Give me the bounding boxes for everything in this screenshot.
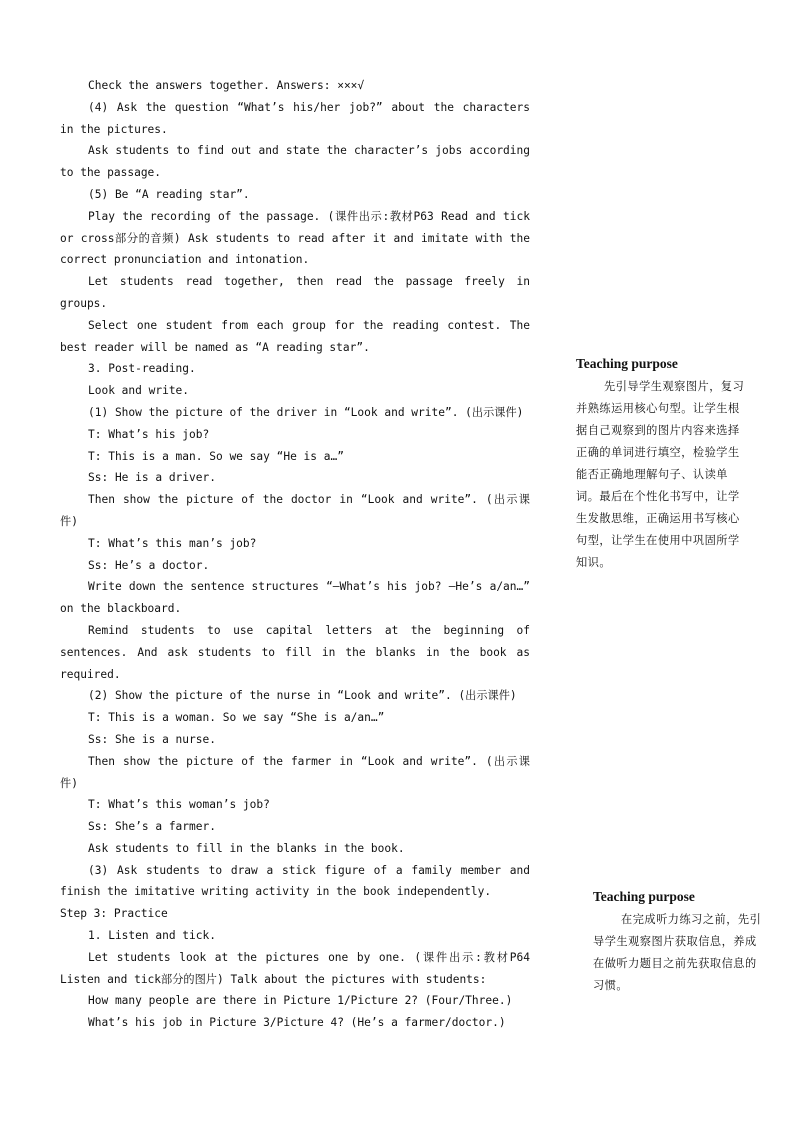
step-5-heading: (5) Be “A reading star”. xyxy=(88,187,250,201)
nurse-picture-instruction: (2) Show the picture of the nurse in “Look and write”. (出示课件) xyxy=(88,689,517,703)
dialogue-line: Ss: She’s a farmer. xyxy=(88,820,216,834)
question-line: What’s his job in Picture 3/Picture 4? (He’s a farmer/doctor.) xyxy=(88,1016,506,1030)
sentence-structure-instruction: Write down the sentence structures “—What’s his job? —He’s a/an…” on the blackboard. xyxy=(60,580,530,616)
fill-blanks-instruction: Ask students to fill in the blanks in the book. xyxy=(88,841,405,855)
capital-letters-reminder: Remind students to use capital letters at the beginning of sentences. And ask students to fill in the blanks in the book as required. xyxy=(60,623,530,681)
dialogue-line: Ss: He’s a doctor. xyxy=(88,558,210,572)
dialogue-line: T: This is a woman. So we say “She is a/an…” xyxy=(88,711,385,725)
answer-check-line: Check the answers together. Answers: ×××√ xyxy=(88,79,365,92)
dialogue-line: T: What’s his job? xyxy=(88,427,210,441)
find-jobs-instruction: Ask students to find out and state the character’s jobs according to the passage. xyxy=(60,144,530,180)
reading-contest-instruction: Select one student from each group for the reading contest. The best reader will be named as “A reading star”. xyxy=(60,318,530,354)
play-recording-instruction: Play the recording of the passage. (课件出示:教材P63 Read and tick or cross部分的音频) Ask students to read after it and imitate with the correct pronunciation and intonation. xyxy=(60,209,530,267)
driver-picture-instruction: (1) Show the picture of the driver in “Look and write”. (出示课件) xyxy=(88,405,524,419)
teaching-purpose-note-1 xyxy=(576,356,746,574)
teaching-purpose-heading: Teaching purpose xyxy=(576,356,678,371)
stick-figure-instruction: (3) Ask students to draw a stick figure of a family member and finish the imitative writing activity in the book independently. xyxy=(60,863,530,899)
look-and-write-heading: Look and write. xyxy=(88,384,190,398)
step-3-heading: Step 3: Practice xyxy=(60,907,168,921)
post-reading-heading: 3. Post-reading. xyxy=(88,362,196,376)
farmer-picture-instruction: Then show the picture of the farmer in “Look and write”. (出示课件) xyxy=(60,754,530,790)
dialogue-line: T: What’s this man’s job? xyxy=(88,536,257,550)
question-line: How many people are there in Picture 1/Picture 2? (Four/Three.) xyxy=(88,994,513,1008)
teaching-purpose-text: 先引导学生观察图片，复习并熟练运用核心句型。让学生根据自己观察到的图片内容来选择正确的单词进行填空，检验学生能否正确地理解句子、认读单词。最后在个性化书写中，让学生发散思维，正确运用书写核心句型，让学生在使用中巩固所学知识。 xyxy=(576,380,745,569)
dialogue-line: Ss: She is a nurse. xyxy=(88,732,216,746)
dialogue-line: T: This is a man. So we say “He is a…” xyxy=(88,449,344,463)
dialogue-line: Ss: He is a driver. xyxy=(88,471,216,485)
teaching-purpose-note-2 xyxy=(593,889,763,997)
look-at-pictures-instruction: Let students look at the pictures one by one. (课件出示:教材P64 Listen and tick部分的图片) Talk about the pictures with students: xyxy=(60,950,530,986)
listen-and-tick-heading: 1. Listen and tick. xyxy=(88,929,216,943)
dialogue-line: T: What’s this woman’s job? xyxy=(88,798,270,812)
lesson-plan-body xyxy=(60,75,530,1034)
doctor-picture-instruction: Then show the picture of the doctor in “Look and write”. (出示课件) xyxy=(60,493,530,528)
teaching-purpose-text: 在完成听力练习之前，先引导学生观察图片获取信息，养成在做听力题目之前先获取信息的习惯。 xyxy=(593,913,762,992)
group-reading-instruction: Let students read together, then read the passage freely in groups. xyxy=(60,275,530,310)
teaching-purpose-heading: Teaching purpose xyxy=(593,889,695,904)
step-4-question: (4) Ask the question “What’s his/her job?” about the characters in the pictures. xyxy=(60,100,530,136)
